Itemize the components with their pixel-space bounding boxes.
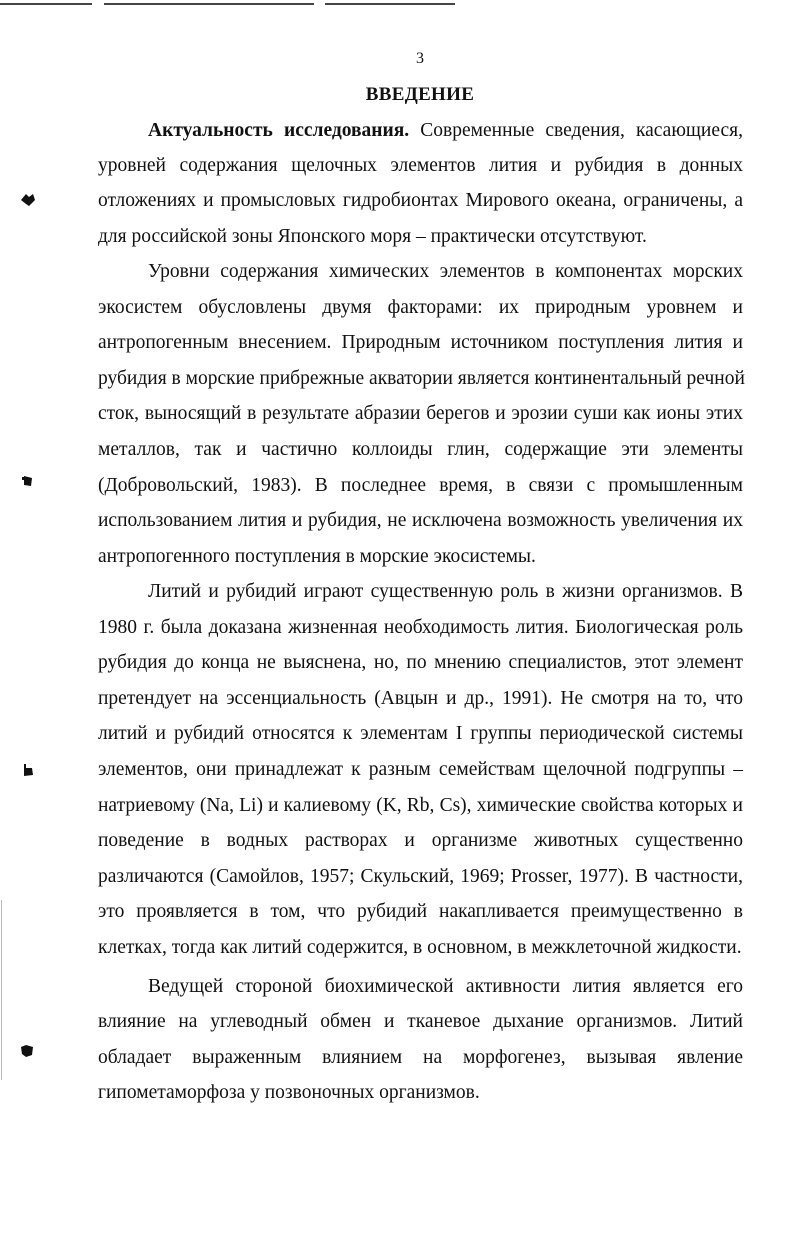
- paragraph-2-line-1: Уровни содержания химических элементов в компонентах морских: [148, 261, 743, 282]
- paragraph-2-line-2: экосистем обусловлены двумя факторами: их природным уровнем и: [98, 297, 743, 318]
- scan-top-rule-right: [325, 3, 455, 5]
- scan-top-rule-left: [0, 3, 92, 5]
- paragraph-3-line-8: поведение в водных растворах и организме животных существенно: [98, 830, 743, 851]
- scan-top-rule-middle: [104, 3, 314, 5]
- paragraph-3-line-11: клетках, тогда как литий содержится, в основном, в межклеточной жидкости.: [98, 937, 742, 958]
- paragraph-lead: Актуальность исследования.: [148, 120, 410, 141]
- paragraph-3-line-7: натриевому (Na, Li) и калиевому (K, Rb, Cs), химические свойства которых и: [98, 795, 743, 816]
- paragraph-3-line-5: литий и рубидий относятся к элементам I группы периодической системы: [98, 723, 743, 744]
- paragraph-2-line-6: металлов, так и частично коллоиды глин, содержащие эти элементы: [98, 439, 743, 460]
- paragraph-3-line-9: различаются (Самойлов, 1957; Скульский, 1969; Prosser, 1977). В частности,: [98, 866, 743, 887]
- paragraph-4-line-2: влияние на углеводный обмен и тканевое дыхание организмов. Литий: [98, 1011, 743, 1032]
- paragraph-2-line-5: сток, выносящий в результате абразии берегов и эрозии суши как ионы этих: [98, 403, 743, 424]
- paragraph-3-line-3: рубидия до конца не выяснена, но, по мнению специалистов, этот элемент: [98, 652, 743, 673]
- text-run: Современные сведения, касающиеся,: [409, 120, 743, 141]
- paragraph-3-line-6: элементов, они принадлежат к разным семействам щелочной подгруппы –: [98, 759, 743, 780]
- paragraph-2-line-4: рубидия в морские прибрежные акватории является континентальный речной: [98, 368, 745, 389]
- paragraph-1-line-3: отложениях и промысловых гидробионтах Мирового океана, ограничены, а: [98, 190, 743, 211]
- paragraph-1-line-4: для российской зоны Японского моря – практически отсутствуют.: [98, 226, 647, 247]
- paragraph-4-line-1: Ведущей стороной биохимической активности лития является его: [148, 976, 743, 997]
- paragraph-2-line-8: использованием лития и рубидия, не исключена возможность увеличения их: [98, 510, 743, 531]
- paragraph-3-line-10: это проявляется в том, что рубидий накапливается преимущественно в: [98, 901, 743, 922]
- paragraph-1-line-1: [148, 119, 743, 143]
- paragraph-3-line-4: претендует на эссенциальность (Авцын и др., 1991). Не смотря на то, что: [98, 688, 743, 709]
- paragraph-4-line-3: обладает выраженным влиянием на морфогенез, вызывая явление: [98, 1047, 743, 1068]
- paragraph-2-line-3: антропогенным внесением. Природным источником поступления лития и: [98, 332, 743, 353]
- paragraph-3-line-2: 1980 г. была доказана жизненная необходимость лития. Биологическая роль: [98, 617, 743, 638]
- paragraph-1-line-2: уровней содержания щелочных элементов лития и рубидия в донных: [98, 155, 743, 176]
- paragraph-4-line-4: гипометаморфоза у позвоночных организмов.: [98, 1082, 480, 1103]
- paragraph-2-line-7: (Добровольский, 1983). В последнее время, в связи с промышленным: [98, 475, 743, 496]
- paragraph-2-line-9: антропогенного поступления в морские экосистемы.: [98, 546, 536, 567]
- scan-left-edge: [1, 900, 2, 1080]
- page-number: 3: [416, 50, 424, 67]
- paragraph-3-line-1: Литий и рубидий играют существенную роль в жизни организмов. В: [148, 581, 743, 602]
- page-title: ВВЕДЕНИЕ: [365, 84, 475, 105]
